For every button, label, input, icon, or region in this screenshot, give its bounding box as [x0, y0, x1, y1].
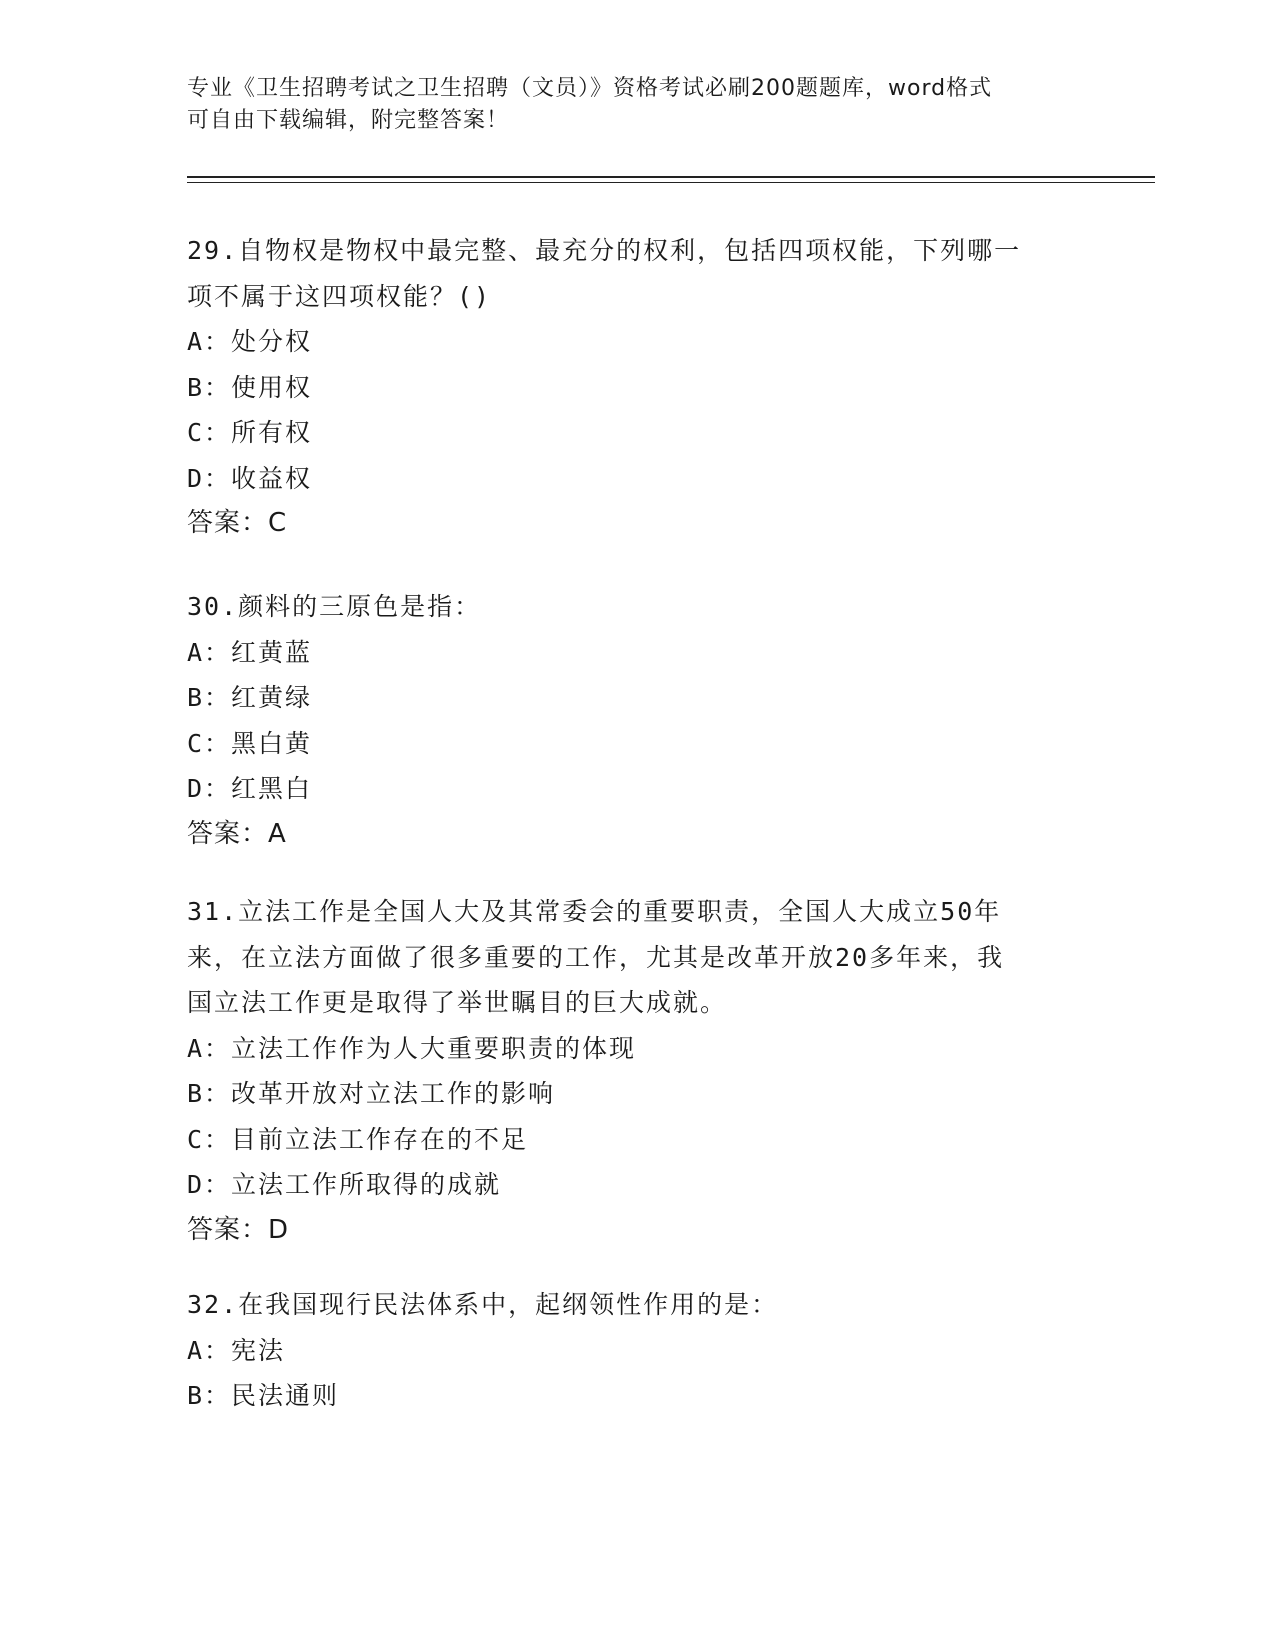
question-line: 29.自物权是物权中最完整、最充分的权利，包括四项权能，下列哪一: [187, 236, 1022, 265]
question-text: [187, 584, 1087, 630]
option-c: C：黑白黄: [187, 728, 313, 758]
question-31: [187, 889, 1087, 1253]
option-b: B：民法通则: [187, 1381, 340, 1410]
question-text: [187, 1282, 1087, 1328]
header-divider-thick: [187, 176, 1155, 178]
question-line: 30.颜料的三原色是指：: [187, 592, 482, 621]
question-line: 来，在立法方面做了很多重要的工作，尤其是改革开放20多年来，我: [187, 942, 1005, 972]
option-c: C：所有权: [187, 418, 313, 447]
question-line: 项不属于这四项权能？(): [187, 281, 492, 311]
option-d: D：收益权: [187, 463, 313, 493]
question-line: 31.立法工作是全国人大及其常委会的重要职责，全国人大成立50年: [187, 897, 1002, 926]
option-a: A：宪法: [187, 1335, 286, 1365]
question-text: [187, 889, 1087, 1026]
header-title-line-2: 可自由下载编辑，附完整答案！: [187, 108, 510, 133]
question-line: 32.在我国现行民法体系中，起纲领性作用的是：: [187, 1290, 779, 1319]
option-b: B：红黄绿: [187, 683, 313, 712]
question-text: [187, 228, 1087, 319]
question-line: 国立法工作更是取得了举世瞩目的巨大成就。: [187, 988, 728, 1017]
option-a: A：红黄蓝: [187, 637, 313, 667]
option-a: A：处分权: [187, 327, 313, 356]
question-32: [187, 1282, 1087, 1419]
option-c: C：目前立法工作存在的不足: [187, 1124, 529, 1154]
option-b: B：改革开放对立法工作的影响: [187, 1079, 556, 1108]
question-30: [187, 584, 1087, 857]
answer: 答案：A: [187, 818, 287, 849]
question-29: [187, 228, 1087, 547]
header-divider-thin: [187, 182, 1155, 183]
option-b: B：使用权: [187, 372, 313, 402]
answer: 答案：D: [187, 1214, 290, 1245]
option-a: A：立法工作作为人大重要职责的体现: [187, 1033, 637, 1063]
document-header: [187, 73, 1067, 137]
answer: 答案：C: [187, 508, 288, 538]
option-d: D：立法工作所取得的成就: [187, 1170, 502, 1199]
option-d: D：红黑白: [187, 774, 313, 803]
header-title-line-1: 专业《卫生招聘考试之卫生招聘（文员）》资格考试必刷200题题库，word格式: [187, 76, 993, 101]
